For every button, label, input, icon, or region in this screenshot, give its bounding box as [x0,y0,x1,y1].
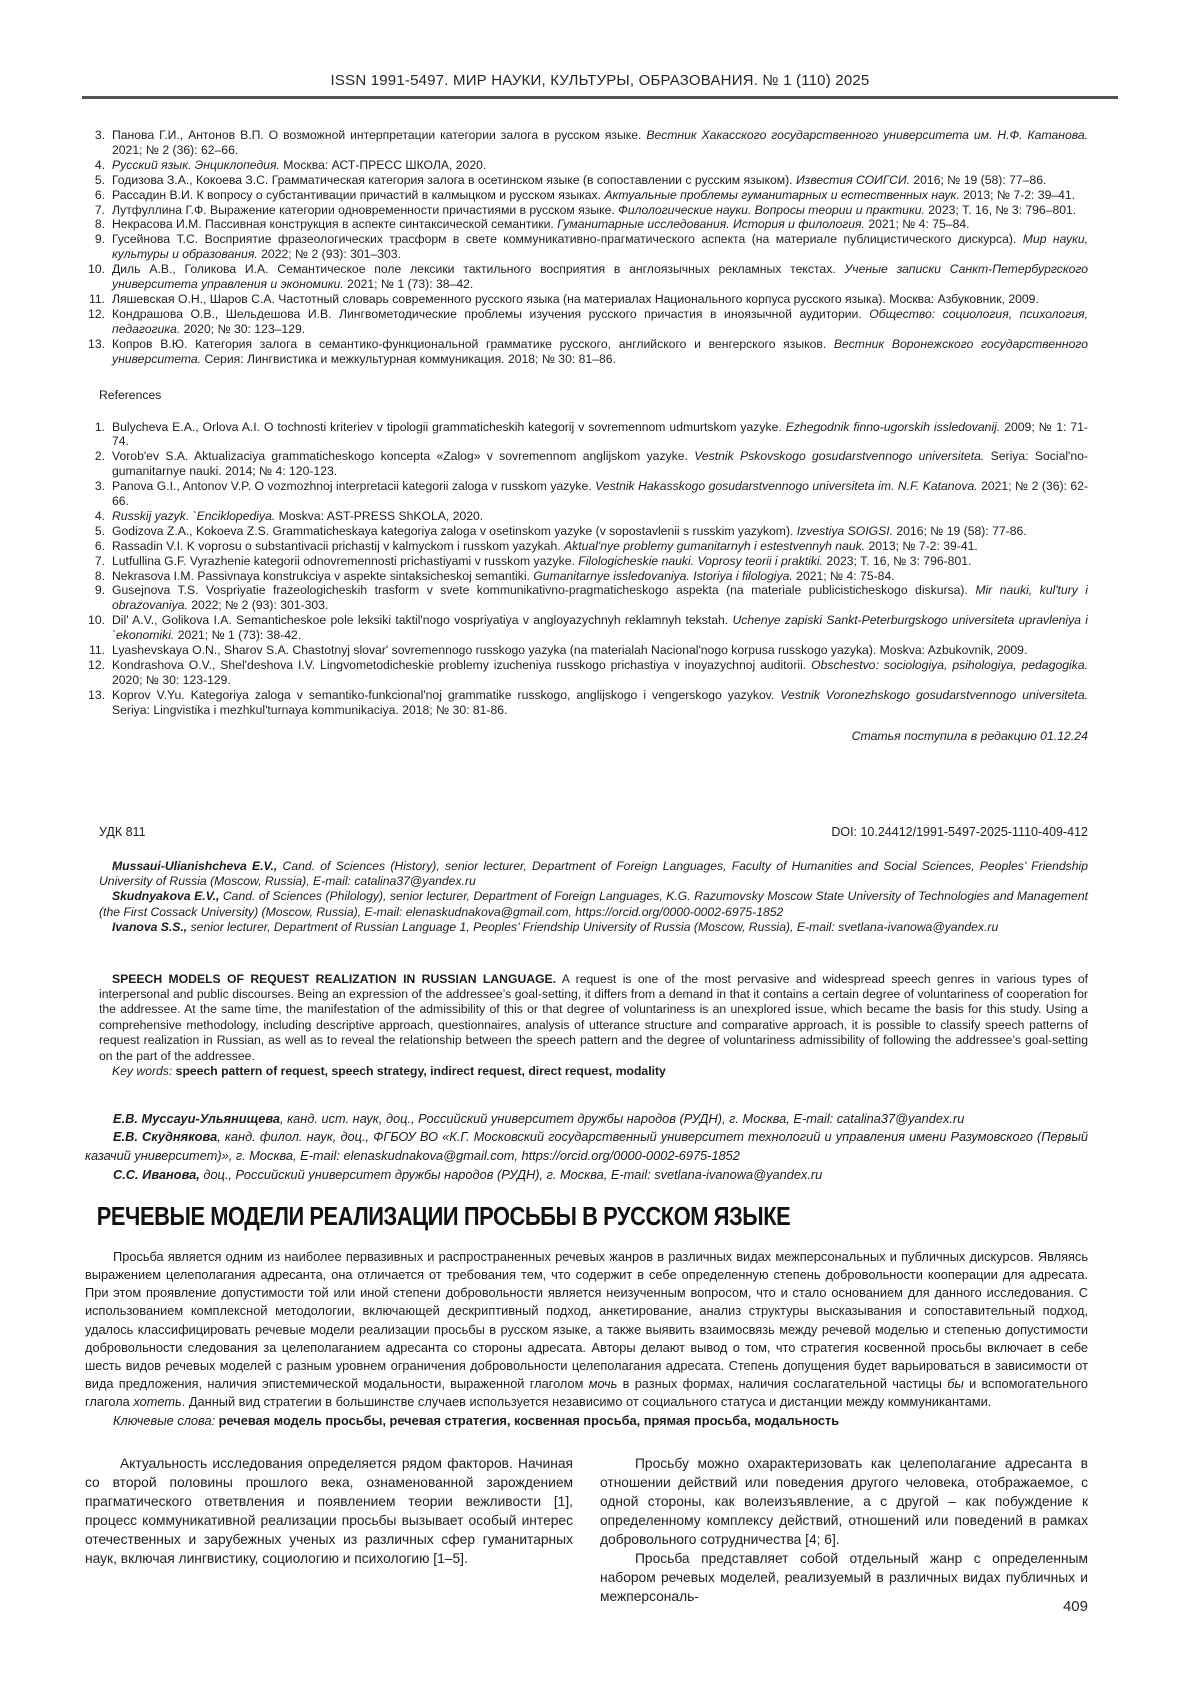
text-run: Dil' A.V., Golikova I.A. Semanticheskoe pole leksiki taktil'nogo vospriyatiya v angloyazychnyh reklamnyh tekstah. [112,613,733,628]
header-rule [82,96,1118,99]
author-name: Mussaui-Ulianishcheva E.V., [112,858,278,873]
keywords-ru-line [85,1412,1088,1430]
text-run: Filologicheskie nauki. Voprosy teorii i praktiki. [578,553,824,568]
text-run: Vestnik Pskovskogo gosudarstvennogo universiteta. [694,449,985,464]
reference-number: 10. [88,613,105,628]
text-run: Bulycheva E.A., Orlova A.I. O tochnosti kriteriev v tipologii grammaticheskih kategorij v sovremennom udmurtskom yazyke. [112,419,786,434]
reference-text [112,509,1088,524]
text-run: 2021; № 2 (36): 62–66. [112,142,239,157]
text-run: Филологические науки. Вопросы теории и практики. [618,202,925,217]
body-column-left [85,1454,573,1606]
reference-text [112,688,1088,718]
text-run: 2022; № 2 (93): 301-303. [187,598,329,613]
reference-number: 9. [94,583,105,598]
authors-ru-block [85,1110,1088,1185]
text-run: Русский язык. Энциклопедия. [112,157,280,172]
text-run: 2013; № 7-2: 39-41. [865,538,978,553]
text-run: Ученые записки Санкт-Петербургского университета управления и экономики. [112,262,1089,292]
text-run: Кондрашова О.В., Шельдешова И.В. Лингвометодические проблемы изучения русского причастия в иноязычной аудитории. [112,306,870,321]
text-run: хотеть [133,1394,182,1410]
body-columns [85,1454,1088,1606]
reference-text [112,554,1088,569]
body-paragraph: Просьбу можно охарактеризовать как целеполагание адресанта в отношении действий или поведения другого человека, отображаемое, с одной стороны, как волеизъявление, а с другой – как побуждение к определенному комплексу действий, отношений или поведений в рамках добровольного сотрудничества [4; 6]. [600,1455,1088,1547]
text-run: Lutfullina G.F. Vyrazhenie kategorii odnovremennosti prichastiyami v russkom yazyke. [112,553,579,568]
text-run: Ezhegodnik finno-ugorskih issledovanij. [785,419,1001,434]
reference-item [85,539,1088,554]
reference-text [112,524,1088,539]
author-affiliation: Cand. of Sciences (History), senior lecturer, Department of Foreign Languages, Faculty of Humanities and Social Sciences, Peoples’ Friendship University of Russia (Moscow, Russia), E-mail: catalina37@yandex.ru [99,858,1089,889]
received-note: Статья поступила в редакцию 01.12.24 [851,728,1088,743]
text-run: Лутфуллина Г.Ф. Выражение категории одновременности причастиями в русском языке. [112,202,619,217]
reference-text [112,569,1088,584]
reference-text [112,292,1088,307]
reference-item [85,509,1088,524]
text-run: 2023; Т. 16, № 3: 796–801. [924,202,1077,217]
text-run: . Данный вид стратегии в большинстве случаев используется независимо от социального статуса и дистанции между коммуникантами. [181,1394,992,1410]
abstract-en-title: SPEECH MODELS OF REQUEST REALIZATION IN RUSSIAN LANGUAGE. [112,971,557,986]
text-run: 2020; № 30: 123–129. [180,321,306,336]
reference-item [85,307,1088,337]
author-affiliation: , канд. филол. наук, доц., ФГБОУ ВО «К.Г. Московский государственный университет технологий и управления имени Разумовского (Первый казачий университет)», г. Москва, E-mail: elenaskudnakova@gmail.com, https://orcid.org/0000-0002-6975-1852 [85,1129,1088,1164]
text-run: Москва: АСТ-ПРЕСС ШКОЛА, 2020. [279,157,487,172]
body-paragraph: Актуальность исследования определяется рядом факторов. Начиная со второй половины прошлого века, ознаменованной зарождением прагматического ответвления и появлением теории вежливости [1], процесс коммуникативной реализации просьбы вызывает особый интерес отечественных и зарубежных ученых из различных сфер гуманитарных наук, включая лингвистику, социологию и психологию [1–5]. [85,1455,573,1566]
reference-item [85,173,1088,188]
reference-text [112,613,1088,643]
text-run: Aktual'nye problemy gumanitarnyh i estestvennyh nauk. [564,538,866,553]
text-run: Диль А.В., Голикова И.А. Семантическое поле лексики тактильного восприятия в англоязычных рекламных текстах. [112,262,845,277]
reference-number: 2. [94,449,105,464]
reference-text [112,337,1088,367]
reference-text [112,658,1088,688]
text-run: 2020; № 30: 123-129. [112,672,231,687]
reference-item [85,658,1088,688]
author-line [85,1166,1088,1185]
author-name: С.С. Иванова, [113,1166,200,1182]
reference-number: 7. [94,202,105,217]
references-heading: References [99,387,162,402]
text-run: Seriya: Social'no-gumanitarnye nauki. 2014; № 4: 120-123. [112,449,1088,479]
reference-text [112,643,1088,658]
text-run: Вестник Воронежского государственного университета. [112,336,1088,366]
text-run: Lyashevskaya O.N., Sharov S.A. Chastotnyj slovar' sovremennogo russkogo yazyka (na materialah Nacional'nogo korpusa russkogo yazyka). Moskva: Azbukovnik, 2009. [112,643,1028,658]
reference-text [112,217,1088,232]
text-run: Некрасова И.М. Пассивная конструкция в аспекте синтаксической семантики. [112,217,558,232]
article-title: РЕЧЕВЫЕ МОДЕЛИ РЕАЛИЗАЦИИ ПРОСЬБЫ В РУССКОМ ЯЗЫКЕ [96,1200,791,1231]
text-run: 2021; № 1 (73): 38-42. [174,628,302,643]
reference-item [85,188,1088,203]
reference-text [112,158,1088,173]
reference-number: 5. [94,172,105,187]
text-run: Годизова З.А., Кокоева З.С. Грамматическая категория залога в осетинском языке (в сопоставлении с русским языком). [112,172,796,187]
text-run: Гуманитарные исследования. История и филология. [557,217,865,232]
text-run: и вспомогательного глагола [85,1376,1088,1410]
reference-item [85,449,1088,479]
reference-item [85,262,1088,292]
text-run: Известия СОИГСИ. [795,172,910,187]
reference-number: 3. [94,479,105,494]
author-affiliation: Cand. of Sciences (Philology), senior lecturer, Department of Foreign Languages, K.G. Razumovsky Moscow State University of Technologies and Management (the First Cossack University) (Moscow, Russia), E-mail: elenaskudnakova@gmail.com, https://orcid.org/0000-0002-6975-1852 [99,889,1088,919]
reference-item [85,554,1088,569]
author-affiliation: senior lecturer, Department of Russian Language 1, Peoples’ Friendship University of Russia (Moscow, Russia), E-mail: svetlana-ivanowa@yandex.ru [187,920,999,935]
reference-text [112,232,1088,262]
reference-number: 6. [94,187,105,202]
text-run: 2021; № 4: 75–84. [864,217,970,232]
text-run: 2021; № 1 (73): 38–42. [343,277,474,292]
text-run: Godizova Z.A., Kokoeva Z.S. Grammaticheskaya kategoriya zaloga v osetinskom yazyke (v sopostavlenii s russkim yazykom). [112,523,797,538]
reference-text [112,449,1088,479]
references-list [85,420,1088,718]
reference-item [85,569,1088,584]
reference-text [112,203,1088,218]
text-run: Seriya: Lingvistika i mezhkul'turnaya kommunikaciya. 2018; № 30: 81-86. [112,702,508,717]
reference-text [112,539,1088,554]
reference-text [112,420,1088,450]
reference-number: 12. [88,306,105,321]
author-line [99,920,1088,935]
text-run: 2021; № 4: 75-84. [792,568,895,583]
reference-text [112,307,1088,337]
reference-number: 10. [88,262,105,277]
reference-number: 11. [88,291,105,306]
author-line [85,1110,1088,1129]
text-run: Копров В.Ю. Категория залога в семантико-функциональной грамматике русского, английского и венгерского языков. [112,336,834,351]
text-run: Панова Г.И., Антонов В.П. О возможной интерпретации категории залога в русском языке. [112,128,647,142]
reference-number: 13. [88,687,105,702]
text-run: Rassadin V.I. K voprosu o substantivacii prichastij v kalmyckom i russkom yazykah. [112,538,565,553]
body-column-right [600,1454,1088,1606]
keywords-en-text: speech pattern of request, speech strategy, indirect request, direct request, modality [172,1064,666,1079]
authors-en-block [85,859,1088,936]
reference-number: 3. [94,128,105,142]
reference-item [85,420,1088,450]
text-run: Panova G.I., Antonov V.P. O vozmozhnoj interpretacii kategorii zaloga v russkom yazyke. [112,479,596,494]
abstract-en [85,972,1088,1064]
keywords-ru-label: Ключевые слова: [113,1412,216,1428]
text-run: Серия: Лингвистика и межкультурная коммуникация. 2018; № 30: 81–86. [201,351,616,366]
text-run: 2013; № 7-2: 39–41. [959,187,1076,202]
text-run: Актуальные проблемы гуманитарных и естественных наук. [604,187,960,202]
text-run: 2023; T. 16, № 3: 796-801. [823,553,972,568]
text-run: Kondrashova O.V., Shel'deshova I.V. Lingvometodicheskie problemy izucheniya russkogo prichastiya v inoyazychnoj auditorii. [112,658,812,672]
reference-number: 5. [94,523,105,538]
text-run: в разных формах, наличия сослагательной частицы [617,1376,948,1392]
reference-number: 1. [94,419,105,434]
reference-item [85,292,1088,307]
text-run: Uchenye zapiski Sankt-Peterburgskogo universiteta upravleniya i `ekonomiki. [112,613,1088,643]
text-run: Vestnik Hakasskogo gosudarstvennogo universiteta im. N.F. Katanova. [595,479,978,494]
text-run: Gumanitarnye issledovaniya. Istoriya i filologiya. [533,568,793,583]
text-run: Izvestiya SOIGSI. [796,523,893,538]
reference-item [85,479,1088,509]
text-run: Рассадин В.И. К вопросу о субстантивации причастий в калмыцком и русском языках. [112,187,605,202]
reference-text [112,173,1088,188]
reference-number: 6. [94,538,105,553]
text-run: 2009; № 1: 71-74. [112,419,1088,449]
journal-header: ISSN 1991-5497. МИР НАУКИ, КУЛЬТУРЫ, ОБРАЗОВАНИЯ. № 1 (110) 2025 [330,72,870,89]
author-affiliation: доц., Российский университет дружбы народов (РУДН), г. Москва, E-mail: svetlana-ivanowa@yandex.ru [199,1166,823,1182]
text-run: Просьба является одним из наиболее первазивных и распространенных речевых жанров в различных видах межперсональных и публичных дискурсов. Являясь выражением целеполагания адресанта, она отличается от требования тем, что содержит в себе определенную степень добровольности кооперации для адресата. При этом проявление допустимости той или иной степени добровольности является неизученным вопросом, что и стало основанием для данного исследования. С использованием комплексной методологии, включающей дескриптивный подход, анкетирование, анализ структуры высказывания и сопоставительный подход, удалось классифицировать речевые модели реализации просьбы в русском языке, а также выявить взаимосвязь между речевой моделью и степенью допустимости добровольности следования за целеполаганием адресанта со стороны адресата. Авторы делают вывод о том, что стратегия косвенной просьбы включает в себе шесть видов речевых моделей с разным уровнем ограничения добровольности целеполагания адресата. Степень допущения будет варьироваться в зависимости от вида предложения, наличия эпистемической модальности, выраженной глаголом [85,1248,1088,1392]
text-run: Nekrasova I.M. Passivnaya konstrukciya v aspekte sintaksicheskoj semantiki. [112,568,534,583]
text-run: Ляшевская О.Н., Шаров С.А. Частотный словарь современного русского языка (на материалах Национального корпуса русского языка). Москва: Азбуковник, 2009. [112,291,1039,306]
text-run: Gusejnova T.S. Vospriyatie frazeologicheskih trasform v svete kommunikativno-pragmaticheskogo aspekta (na materiale publicisticheskogo diskursa). [112,583,976,598]
keywords-en-label: Key words: [112,1064,173,1079]
text-run: 2021; № 2 (36): 62-66. [112,479,1088,509]
text-run: мочь [588,1376,618,1392]
text-run: Vorob'ev S.A. Aktualizaciya grammaticheskogo koncepta «Zalog» v sovremennom anglijskom yazyke. [112,449,695,464]
author-line [85,1128,1088,1166]
reference-item [85,583,1088,613]
reference-item [85,203,1088,218]
reference-item [85,688,1088,718]
reference-item [85,337,1088,367]
abstract-ru [85,1248,1088,1412]
reference-number: 13. [88,336,105,351]
abstract-en-text: A request is one of the most pervasive and widespread speech genres in various types of interpersonal and public discourses. Being an expression of the addressee’s goal-setting, it differs from a demand in that it contains a certain degree of voluntariness of cooperation for the addressee. At the same time, the manifestation of the admissibility of this or that degree of voluntariness is an unexplored issue, which became the basis for this study. Using a comprehensive methodology, including descriptive approach, questionnaires, analysis of utterance structure and comparative approach, it is possible to classify speech patterns of request realization in Russian, as well as to reveal the relationship between the speech pattern and the degree of voluntariness admissibility of following the addressee’s goal-setting on the part of the addressee. [99,971,1088,1063]
bibliography-list-ru [85,128,1088,367]
reference-item [85,232,1088,262]
reference-item [85,643,1088,658]
text-run: Russkij yazyk. `Enciklopediya. [112,508,276,523]
reference-number: 11. [88,643,105,658]
reference-number: 8. [94,217,105,232]
text-run: 2022; № 2 (93): 301–303. [257,247,401,262]
text-run: Общество: социология, психология, педагогика. [112,306,1088,336]
text-run: бы [947,1376,964,1392]
page-content [85,128,1088,1606]
reference-item [85,128,1088,158]
text-run: Obschestvo: sociologiya, psihologiya, pedagogika. [811,658,1089,672]
author-affiliation: , канд. ист. наук, доц., Российский университет дружбы народов (РУДН), г. Москва, E-mail: catalina37@yandex.ru [280,1110,965,1126]
body-paragraph: Просьба представляет собой отдельный жанр с определенным набором речевых моделей, реализуемый в различных видах публичных и межперсональ- [600,1550,1088,1604]
reference-number: 8. [94,568,105,583]
text-run: Mir nauki, kul'tury i obrazovaniya. [112,583,1088,613]
reference-text [112,262,1088,292]
text-run: Koprov V.Yu. Kategoriya zaloga v semantiko-funkcional'noj grammatike russkogo, anglijskogo i vengerskogo yazykov. [112,687,781,702]
reference-item [85,217,1088,232]
text-run: Vestnik Voronezhskogo gosudarstvennogo universiteta. [780,687,1088,702]
reference-text [112,188,1088,203]
text-run: Вестник Хакасского государственного университета им. Н.Ф. Катанова. [646,128,1088,142]
reference-number: 4. [94,157,105,172]
reference-number: 7. [94,553,105,568]
text-run: Мир науки, культуры и образования. [112,232,1088,262]
author-name: Е.В. Скуднякова [113,1129,218,1145]
text-run: Moskva: AST-PRESS ShKOLA, 2020. [275,508,484,523]
keywords-ru-text: речевая модель просьбы, речевая стратегия, косвенная просьба, прямая просьба, модальность [215,1412,840,1428]
author-name: Skudnyakova E.V., [112,889,220,904]
udc-label: УДК 811 [99,824,146,839]
reference-text [112,479,1088,509]
doi-label: DOI: 10.24412/1991-5497-2025-1110-409-412 [831,824,1088,839]
text-run: Гусейнова Т.С. Восприятие фразеологических трасформ в свете коммуникативно-прагматического аспекта (на материале публицистического дискурса). [112,232,1023,247]
reference-item [85,158,1088,173]
author-line [99,859,1088,890]
reference-number: 4. [94,508,105,523]
text-run: 2016; № 19 (58): 77–86. [909,172,1047,187]
keywords-en-line [85,1064,1088,1079]
text-run: 2016; № 19 (58): 77-86. [892,523,1027,538]
udc-doi-row [85,825,1088,839]
reference-item [85,524,1088,539]
author-name: Е.В. Муссауи-Ульянищева [113,1110,281,1126]
page-number: 409 [1062,1598,1088,1615]
reference-text [112,583,1088,613]
reference-number: 9. [94,232,105,247]
reference-text [112,128,1088,158]
author-line [99,889,1088,920]
reference-number: 12. [88,658,105,672]
author-name: Ivanova S.S., [112,920,188,935]
reference-item [85,613,1088,643]
